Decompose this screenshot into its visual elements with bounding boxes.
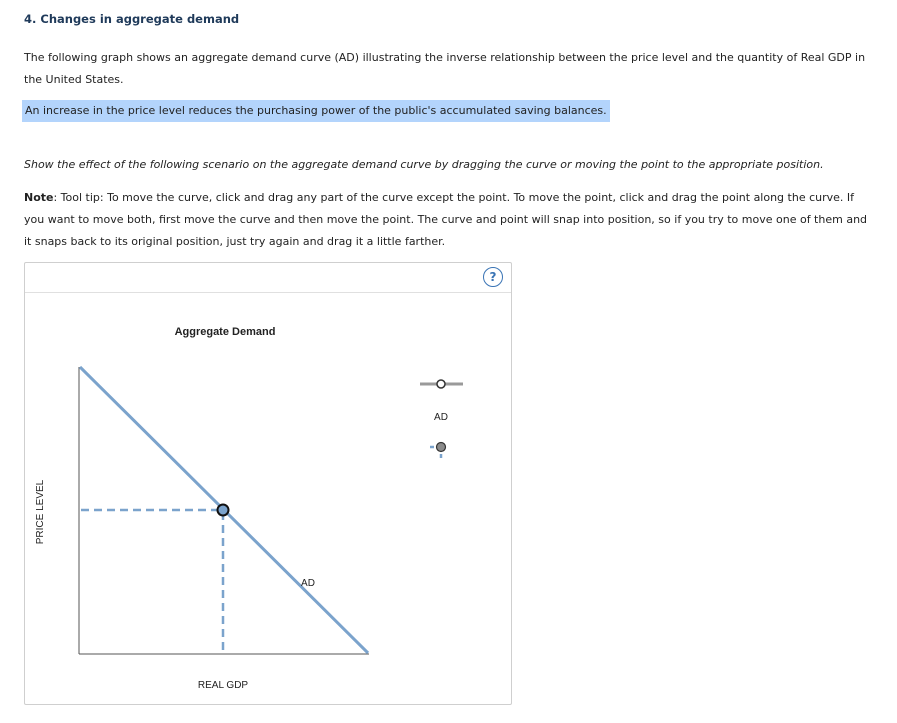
- ad-point[interactable]: [218, 505, 229, 516]
- aggregate-demand-graph: [25, 263, 511, 704]
- graph-panel: [24, 262, 512, 705]
- question-title: 4. Changes in aggregate demand: [24, 12, 240, 26]
- note-label: Note: [24, 191, 54, 204]
- highlighted-scenario: An increase in the price level reduces the purchasing power of the public's accumulated saving balances.: [22, 100, 610, 122]
- curve-handle-icon[interactable]: [420, 380, 463, 388]
- tool-tip-note: [24, 187, 874, 253]
- question-intro: The following graph shows an aggregate demand curve (AD) illustrating the inverse relationship between the price level and the quantity of Real GDP in the United States.: [24, 51, 866, 86]
- x-axis-label: REAL GDP: [197, 680, 249, 691]
- instruction-text: Show the effect of the following scenario on the aggregate demand curve by dragging the curve or moving the point to the appropriate position.: [24, 158, 824, 171]
- note-text: : Tool tip: To move the curve, click and drag any part of the curve except the point. To move the point, click and drag the point along the curve. If you want to move both, first move the curve and then move the point. The curve and point will snap into position, so if you try to move one of them and it snaps back to its original position, just try again and drag it a little farther.: [24, 191, 868, 248]
- ad-curve-label: AD: [301, 578, 315, 589]
- ad-tool-label: AD: [434, 412, 448, 423]
- point-marker-icon[interactable]: [430, 443, 446, 459]
- y-axis-label: PRICE LEVEL: [35, 479, 46, 545]
- graph-title: Aggregate Demand: [174, 326, 276, 338]
- question-mark-icon[interactable]: ?: [483, 267, 503, 287]
